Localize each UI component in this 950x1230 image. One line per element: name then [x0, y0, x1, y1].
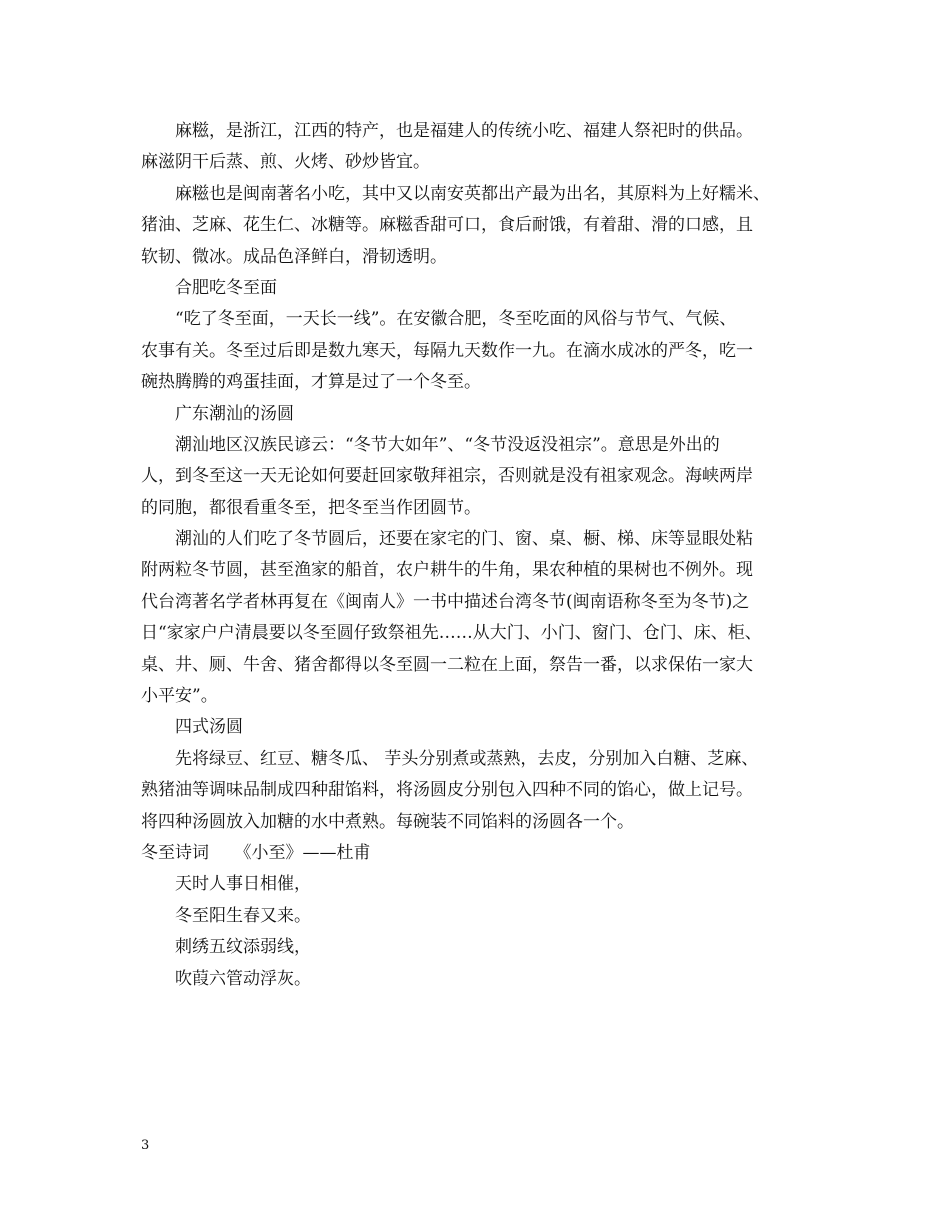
text-line: 麻滋阴干后蒸、煎、火烤、砂炒皆宜。 — [141, 152, 430, 173]
text-line: 碗热腾腾的鸡蛋挂面，才算是过了一个冬至。 — [141, 372, 481, 393]
text-line: 农事有关。冬至过后即是数九寒天，每隔九天数作一九。在滴水成冰的严冬，吃一 — [141, 340, 753, 361]
text-line: 桌、井、厕、牛舍、猪舍都得以冬至圆一二粒在上面，祭告一番，以求保佑一家大 — [141, 654, 753, 675]
text-line: 天时人事日相催， — [175, 874, 311, 895]
page-number: 3 — [141, 1138, 150, 1153]
text-line: 日“家家户户清晨要以冬至圆仔致祭祖先……从大门、小门、窗门、仓门、床、柜、 — [141, 623, 762, 644]
text-line: 吹葭六管动浮灰。 — [175, 968, 311, 989]
text-line: 潮汕地区汉族民谚云：“冬节大如年”、“冬节没返没祖宗”。意思是外出的 — [175, 434, 720, 455]
text-line: 人，到冬至这一天无论如何要赶回家敬拜祖宗，否则就是没有祖家观念。海峡两岸 — [141, 466, 753, 487]
text-line: 代台湾著名学者林再复在《闽南人》一书中描述台湾冬节(闽南语称冬至为冬节)之 — [141, 591, 750, 612]
text-line: 潮汕的人们吃了冬节圆后，还要在家宅的门、窗、桌、橱、梯、床等显眼处粘 — [175, 529, 753, 550]
text-line: 先将绿豆、红豆、糖冬瓜、 芋头分别煮或蒸熟，去皮，分别加入白糖、芝麻、 — [175, 748, 759, 769]
text-line: 小平安”。 — [141, 686, 218, 707]
text-line: 猪油、芝麻、花生仁、冰糖等。麻糍香甜可口，食后耐饿，有着甜、滑的口感，且 — [141, 215, 753, 236]
text-line: 合肥吃冬至面 — [175, 277, 277, 298]
text-line: 软韧、微冰。成品色泽鲜白，滑韧透明。 — [141, 246, 447, 267]
text-line: 麻糍也是闽南著名小吃，其中又以南安英都出产最为出名，其原料为上好糯米、 — [175, 183, 770, 204]
text-line: 熟猪油等调味品制成四种甜馅料，将汤圆皮分别包入四种不同的馅心，做上记号。 — [141, 780, 753, 801]
text-line: “吃了冬至面，一天长一线”。在安徽合肥，冬至吃面的风俗与节气、气候、 — [175, 309, 737, 330]
text-line: 冬至阳生春又来。 — [175, 905, 311, 926]
text-line: 四式汤圆 — [175, 717, 243, 738]
text-line: 麻糍，是浙江，江西的特产，也是福建人的传统小吃、福建人祭祀时的供品。 — [175, 121, 753, 141]
text-line: 冬至诗词 《小至》——杜甫 — [141, 842, 371, 863]
text-line: 刺绣五纹添弱线， — [175, 937, 311, 958]
text-line: 附两粒冬节圆，甚至渔家的船首，农户耕牛的牛角，果农种植的果树也不例外。现 — [141, 560, 753, 581]
text-line: 将四种汤圆放入加糖的水中煮熟。每碗装不同馅料的汤圆各一个。 — [141, 811, 634, 832]
text-line: 的同胞，都很看重冬至，把冬至当作团圆节。 — [141, 497, 481, 518]
text-line: 广东潮汕的汤圆 — [175, 403, 294, 424]
document-body — [141, 116, 831, 995]
